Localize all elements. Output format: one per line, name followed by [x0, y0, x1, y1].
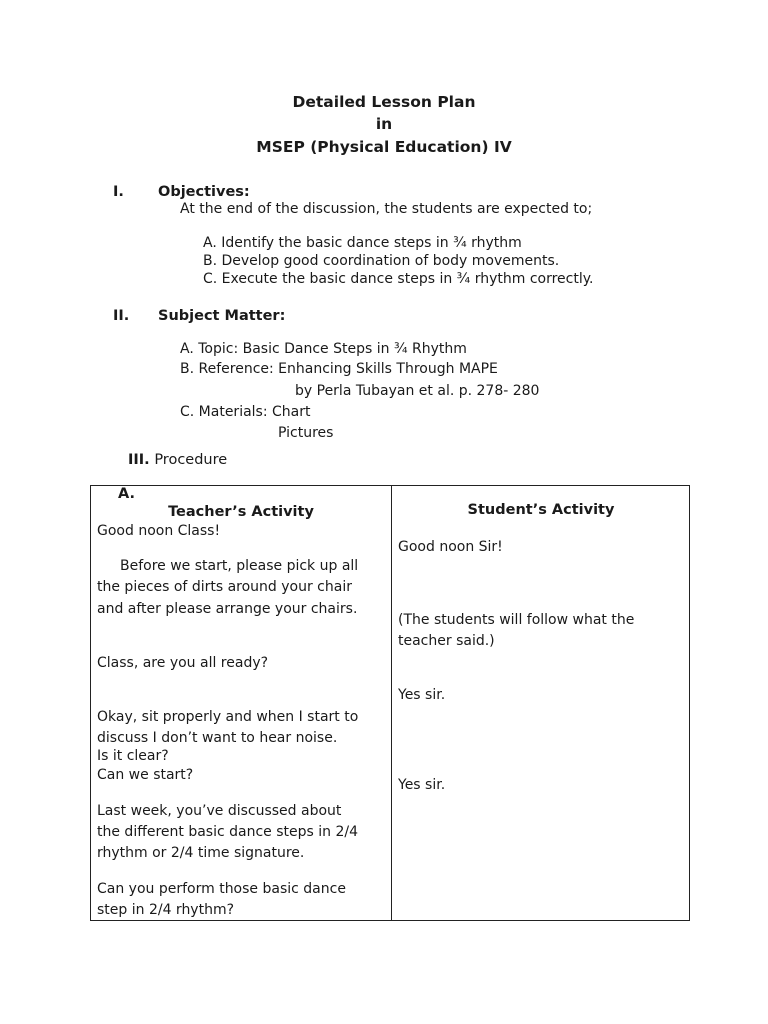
teacher-last-week: Last week, you’ve discussed about — [97, 803, 342, 819]
subject-matter-numeral: II. — [113, 308, 130, 324]
student-follow: (The students will follow what the — [398, 612, 635, 628]
procedure-numeral: III. — [128, 452, 150, 468]
student-activity-header: Student’s Activity — [467, 502, 615, 518]
page-subtitle: MSEP (Physical Education) IV — [256, 138, 512, 156]
student-yes: Yes sir. — [398, 777, 446, 793]
objectives-intro: At the end of the discussion, the students are expected to; — [180, 201, 593, 217]
teacher-greeting: Good noon Class! — [97, 523, 221, 539]
teacher-sit: discuss I don’t want to hear noise. — [97, 730, 338, 746]
procedure-table — [90, 485, 690, 921]
objectives-numeral: I. — [113, 184, 124, 200]
subject-reference-author: by Perla Tubayan et al. p. 278- 280 — [295, 383, 540, 399]
procedure-heading: Procedure — [154, 452, 228, 468]
objective-item: A. Identify the basic dance steps in ¾ rhythm — [203, 235, 522, 251]
teacher-sit: Okay, sit properly and when I start to — [97, 709, 359, 725]
teacher-instruction: Before we start, please pick up all — [120, 558, 359, 574]
subject-reference: B. Reference: Enhancing Skills Through MAPE — [180, 361, 498, 377]
teacher-ready: Class, are you all ready? — [97, 655, 269, 671]
teacher-activity-header: Teacher’s Activity — [168, 504, 314, 520]
student-greeting: Good noon Sir! — [398, 539, 503, 555]
subject-materials-pictures: Pictures — [278, 425, 334, 441]
page-title-in: in — [375, 115, 393, 133]
student-yes: Yes sir. — [398, 687, 446, 703]
teacher-clear: Is it clear? — [97, 748, 169, 764]
subject-materials: C. Materials: Chart — [180, 404, 311, 420]
teacher-instruction: and after please arrange your chairs. — [97, 601, 358, 617]
procedure-heading-line — [128, 452, 227, 468]
objective-item: C. Execute the basic dance steps in ¾ rhythm correctly. — [203, 271, 594, 287]
column-divider — [391, 486, 392, 920]
teacher-start: Can we start? — [97, 767, 194, 783]
teacher-instruction: the pieces of dirts around your chair — [97, 579, 352, 595]
objectives-heading: Objectives: — [158, 184, 250, 200]
section-letter: A. — [118, 486, 135, 502]
teacher-last-week: rhythm or 2/4 time signature. — [97, 845, 305, 861]
page-title: Detailed Lesson Plan — [292, 93, 476, 111]
teacher-perform: step in 2/4 rhythm? — [97, 902, 235, 918]
subject-topic: A. Topic: Basic Dance Steps in ¾ Rhythm — [180, 341, 467, 357]
teacher-last-week: the different basic dance steps in 2/4 — [97, 824, 359, 840]
student-follow: teacher said.) — [398, 633, 495, 649]
subject-matter-heading: Subject Matter: — [158, 308, 286, 324]
teacher-perform: Can you perform those basic dance — [97, 881, 346, 897]
objective-item: B. Develop good coordination of body movements. — [203, 253, 560, 269]
